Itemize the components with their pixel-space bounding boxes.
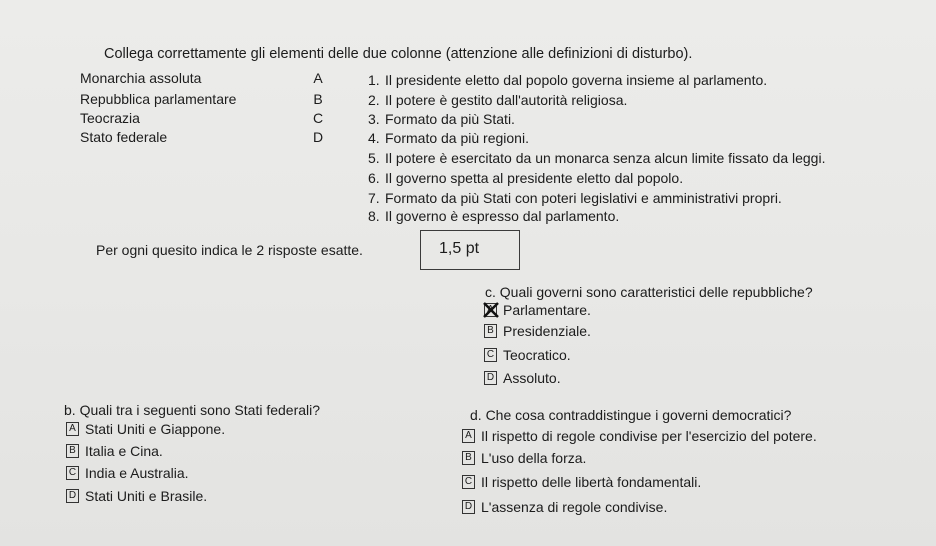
- checkbox-b[interactable]: B: [484, 324, 497, 338]
- term-item: Repubblica parlamentare: [80, 91, 237, 107]
- definition-item: [368, 190, 782, 206]
- definition-item: [368, 208, 619, 224]
- question-b-option-b[interactable]: [66, 443, 163, 459]
- definition-text: Il governo spetta al presidente eletto dal popolo.: [385, 170, 684, 186]
- term-item: Teocrazia: [80, 110, 140, 126]
- instruction-text: Per ogni quesito indica le 2 risposte esatte.: [96, 242, 363, 258]
- checkbox-d[interactable]: D: [484, 371, 497, 385]
- definition-item: [368, 150, 825, 166]
- definition-text: Formato da più regioni.: [385, 130, 529, 146]
- option-text: Stati Uniti e Giappone.: [85, 421, 226, 437]
- question-d-option-d[interactable]: [462, 499, 667, 515]
- option-text: Teocratico.: [503, 347, 571, 363]
- checkbox-b[interactable]: B: [66, 444, 79, 458]
- definition-number: 7.: [368, 190, 380, 206]
- term-letter: D: [312, 129, 324, 145]
- option-text: Parlamentare.: [503, 302, 591, 318]
- question-c-option-b[interactable]: [484, 323, 591, 339]
- checkbox-d[interactable]: D: [462, 500, 475, 514]
- option-text: Italia e Cina.: [85, 443, 163, 459]
- definition-text: Formato da più Stati con poteri legislativi e amministrativi propri.: [385, 190, 782, 206]
- term-letter: C: [312, 110, 324, 126]
- checkbox-a-marked[interactable]: A: [484, 303, 497, 317]
- term-item: Stato federale: [80, 129, 168, 145]
- definition-text: Formato da più Stati.: [385, 111, 515, 127]
- option-text: Presidenziale.: [503, 323, 591, 339]
- definition-number: 5.: [368, 150, 380, 166]
- definition-item: [368, 111, 515, 127]
- definition-text: Il potere è gestito dall'autorità religiosa.: [385, 92, 628, 108]
- term-item: Monarchia assoluta: [80, 70, 202, 86]
- definition-number: 2.: [368, 92, 380, 108]
- term-letter: A: [313, 70, 323, 86]
- definition-number: 6.: [368, 170, 380, 186]
- definition-text: Il potere è esercitato da un monarca senza alcun limite fissato da leggi.: [385, 150, 826, 166]
- question-c-option-d[interactable]: [484, 370, 561, 386]
- question-d-text: d. Che cosa contraddistingue i governi democratici?: [470, 407, 792, 423]
- term-letter: B: [313, 91, 323, 107]
- question-c-option-c[interactable]: [484, 347, 571, 363]
- question-d-option-b[interactable]: [462, 450, 586, 466]
- checkbox-c[interactable]: C: [66, 466, 79, 480]
- checkbox-c[interactable]: C: [484, 348, 497, 362]
- question-b-option-a[interactable]: [66, 421, 225, 437]
- option-text: Il rispetto delle libertà fondamentali.: [481, 474, 702, 490]
- definition-text: Il governo è espresso dal parlamento.: [385, 208, 620, 224]
- definition-number: 8.: [368, 208, 380, 224]
- definition-item: [368, 92, 627, 108]
- definition-number: 3.: [368, 111, 380, 127]
- score-box: 1,5 pt: [420, 230, 520, 270]
- checkbox-c[interactable]: C: [462, 475, 475, 489]
- question-b-option-d[interactable]: [66, 488, 207, 504]
- option-text: Il rispetto di regole condivise per l'esercizio del potere.: [481, 428, 817, 444]
- checkbox-a[interactable]: A: [462, 429, 475, 443]
- option-text: L'uso della forza.: [481, 450, 587, 466]
- checkbox-a[interactable]: A: [66, 422, 79, 436]
- definition-text: Il presidente eletto dal popolo governa insieme al parlamento.: [385, 72, 768, 88]
- definition-item: [368, 72, 767, 88]
- exercise-title: Collega correttamente gli elementi delle due colonne (attenzione alle definizioni di disturbo).: [104, 46, 693, 62]
- option-text: L'assenza di regole condivise.: [481, 499, 668, 515]
- definition-number: 4.: [368, 130, 380, 146]
- definition-item: [368, 130, 529, 146]
- checkbox-b[interactable]: B: [462, 451, 475, 465]
- question-d-option-c[interactable]: [462, 474, 701, 490]
- option-text: Stati Uniti e Brasile.: [85, 488, 208, 504]
- question-b-option-c[interactable]: [66, 465, 189, 481]
- option-text: India e Australia.: [85, 465, 189, 481]
- definition-item: [368, 170, 683, 186]
- question-c-option-a[interactable]: [484, 302, 591, 318]
- question-c-text: c. Quali governi sono caratteristici delle repubbliche?: [485, 284, 813, 300]
- option-text: Assoluto.: [503, 370, 561, 386]
- definition-number: 1.: [368, 72, 380, 88]
- cross-mark-icon: [483, 302, 499, 318]
- question-b-text: b. Quali tra i seguenti sono Stati federali?: [64, 402, 321, 418]
- checkbox-d[interactable]: D: [66, 489, 79, 503]
- question-d-option-a[interactable]: [462, 428, 817, 444]
